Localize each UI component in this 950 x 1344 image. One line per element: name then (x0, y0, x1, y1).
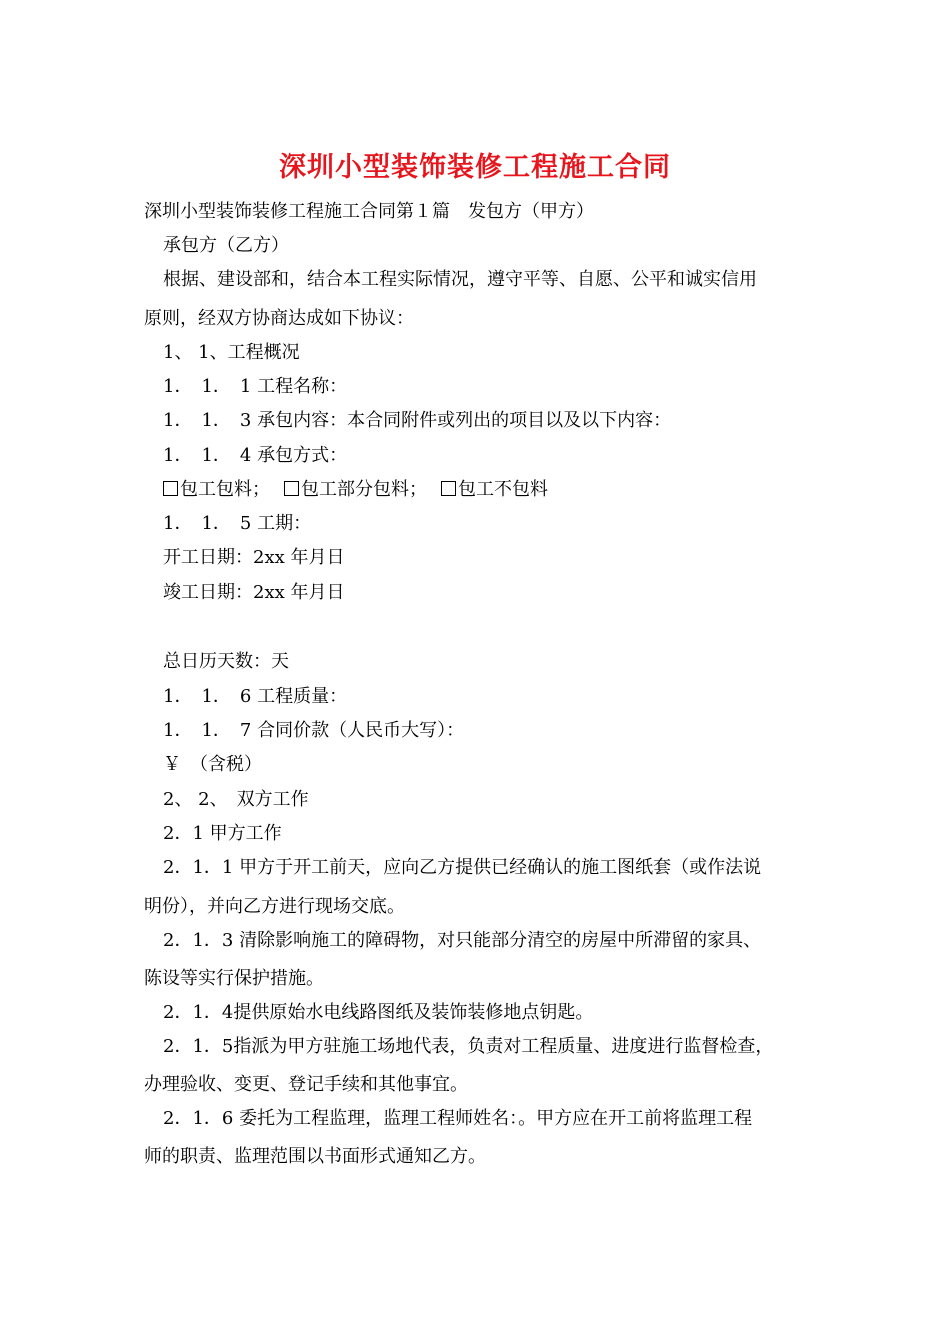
text-line: 师的职责、监理范围以书面形式通知乙方。 (144, 1146, 486, 1167)
text-line: 办理验收、变更、登记手续和其他事宜。 (144, 1074, 468, 1095)
text-line: 2、 2、 双方工作 (163, 789, 309, 810)
text-line: 2．1．4提供原始水电线路图纸及装饰装修地点钥匙。 (163, 1002, 594, 1023)
document-title: 深圳小型装饰装修工程施工合同 (279, 152, 671, 183)
text-line: 竣工日期：2xx 年月日 (163, 582, 345, 603)
text-line: 1． 1． 6 工程质量： (163, 686, 348, 707)
text-line: 总日历天数：天 (163, 651, 289, 672)
text-line: 1． 1． 5 工期： (163, 513, 312, 534)
text-line: 根据、建设部和，结合本工程实际情况，遵守平等、自愿、公平和诚实信用 (163, 269, 757, 290)
text-line: 2．1．5指派为甲方驻施工场地代表，负责对工程质量、进度进行监督检查， (163, 1036, 774, 1057)
option-label: 包工部分包料； (301, 479, 427, 500)
text-line: 1． 1． 4 承包方式： (163, 445, 348, 466)
text-line: 2．1．1 甲方于开工前天，应向乙方提供已经确认的施工图纸套（或作法说 (163, 857, 762, 878)
contract-type-options (163, 478, 823, 502)
option-label: 包工不包料 (458, 479, 548, 500)
text-line: 原则，经双方协商达成如下协议： (144, 308, 414, 329)
option-label: 包工包料； (180, 479, 270, 500)
text-line: 承包方（乙方） (163, 235, 289, 256)
text-line: 陈设等实行保护措施。 (144, 968, 324, 989)
checkbox-icon[interactable] (284, 481, 299, 496)
text-line: 2．1 甲方工作 (163, 823, 282, 844)
text-line: 2．1．3 清除影响施工的障碍物，对只能部分清空的房屋中所滞留的家具、 (163, 930, 762, 951)
text-line: 1． 1． 1 工程名称： (163, 376, 348, 397)
checkbox-icon[interactable] (163, 481, 178, 496)
text-line: 2．1．6 委托为工程监理，监理工程师姓名：。甲方应在开工前将监理工程 (163, 1108, 753, 1129)
text-line: 1、 1、工程概况 (163, 342, 300, 363)
text-line: 1． 1． 3 承包内容：本合同附件或列出的项目以及以下内容： (163, 410, 672, 431)
text-line: 开工日期：2xx 年月日 (163, 547, 345, 568)
text-line: 1． 1． 7 合同价款（人民币大写）： (163, 720, 465, 741)
text-line: 深圳小型装饰装修工程施工合同第１篇 发包方（甲方） (144, 201, 594, 222)
checkbox-icon[interactable] (441, 481, 456, 496)
text-line: 明份），并向乙方进行现场交底。 (144, 896, 405, 917)
text-line: ￥ （含税） (163, 754, 262, 775)
